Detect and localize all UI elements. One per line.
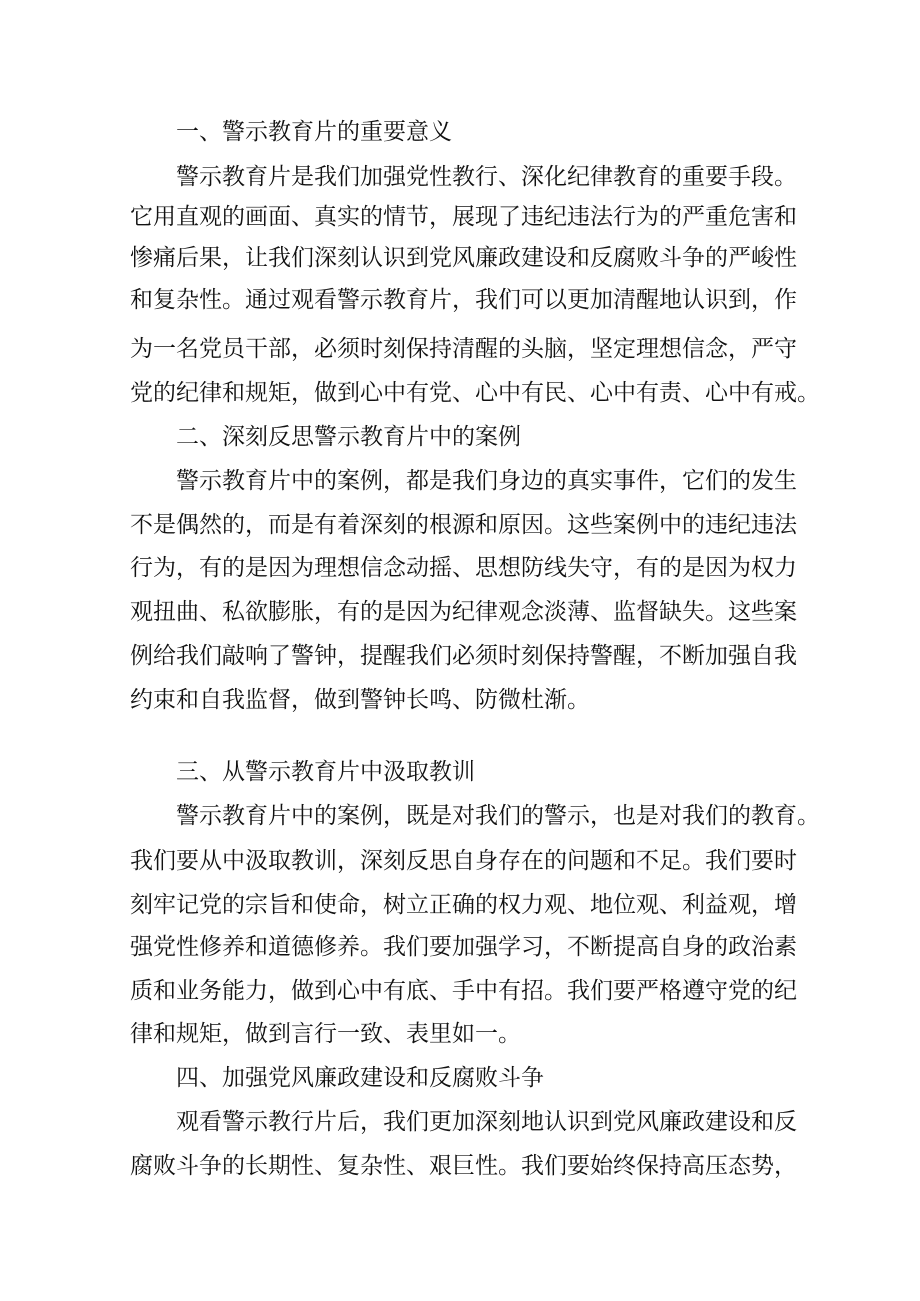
paragraph-line: 和复杂性。通过观看警示教育片，我们可以更加清醒地认识到，作 [130,287,797,313]
paragraph-line: 约束和自我监督，做到警钟长鸣、防微杜渐。 [130,687,590,713]
section-heading-1: 一、警示教育片的重要意义 [176,119,452,145]
paragraph-line: 警示教育片是我们加强党性教行、深化纪律教育的重要手段。 [176,164,797,190]
paragraph-line: 腐败斗争的长期性、复杂性、艰巨性。我们要始终保持高压态势， [130,1153,797,1179]
paragraph-line: 惨痛后果，让我们深刻认识到党风廉政建设和反腐败斗争的严峻性 [130,245,797,271]
paragraph-line: 例给我们敲响了警钟，提醒我们必须时刻保持警醒，不断加强自我 [130,643,797,669]
paragraph-line: 律和规矩，做到言行一致、表里如一。 [130,1021,521,1047]
paragraph-line: 观看警示教行片后，我们更加深刻地认识到党风廉政建设和反 [176,1109,797,1135]
paragraph-line: 为一名党员干部，必须时刻保持清醒的头脑，坚定理想信念，严守 [130,336,797,362]
paragraph-line: 警示教育片中的案例，都是我们身边的真实事件，它们的发生 [176,468,797,494]
paragraph-line: 观扭曲、私欲膨胀，有的是因为纪律观念淡薄、监督缺失。这些案 [130,599,797,625]
paragraph-line: 刻牢记党的宗旨和使命，树立正确的权力观、地位观、利益观，增 [130,892,797,918]
paragraph-line: 党的纪律和规矩，做到心中有党、心中有民、心中有责、心中有戒。 [130,380,820,406]
section-heading-4: 四、加强党风廉政建设和反腐败斗争 [176,1065,544,1091]
paragraph-line: 警示教育片中的案例，既是对我们的警示，也是对我们的教育。 [176,803,820,829]
paragraph-line: 不是偶然的，而是有着深刻的根源和原因。这些案例中的违纪违法 [130,512,797,538]
paragraph-line: 我们要从中汲取教训，深刻反思自身存在的问题和不足。我们要时 [130,848,797,874]
paragraph-line: 强党性修养和道德修养。我们要加强学习，不断提高自身的政治素 [130,934,797,960]
paragraph-line: 行为，有的是因为理想信念动摇、思想防线失守，有的是因为权力 [130,555,797,581]
paragraph-line: 质和业务能力，做到心中有底、手中有招。我们要严格遵守党的纪 [130,978,797,1004]
section-heading-3: 三、从警示教育片中汲取教训 [176,759,475,785]
paragraph-line: 它用直观的画面、真实的情节，展现了违纪违法行为的严重危害和 [130,204,797,230]
section-heading-2: 二、深刻反思警示教育片中的案例 [176,424,521,450]
